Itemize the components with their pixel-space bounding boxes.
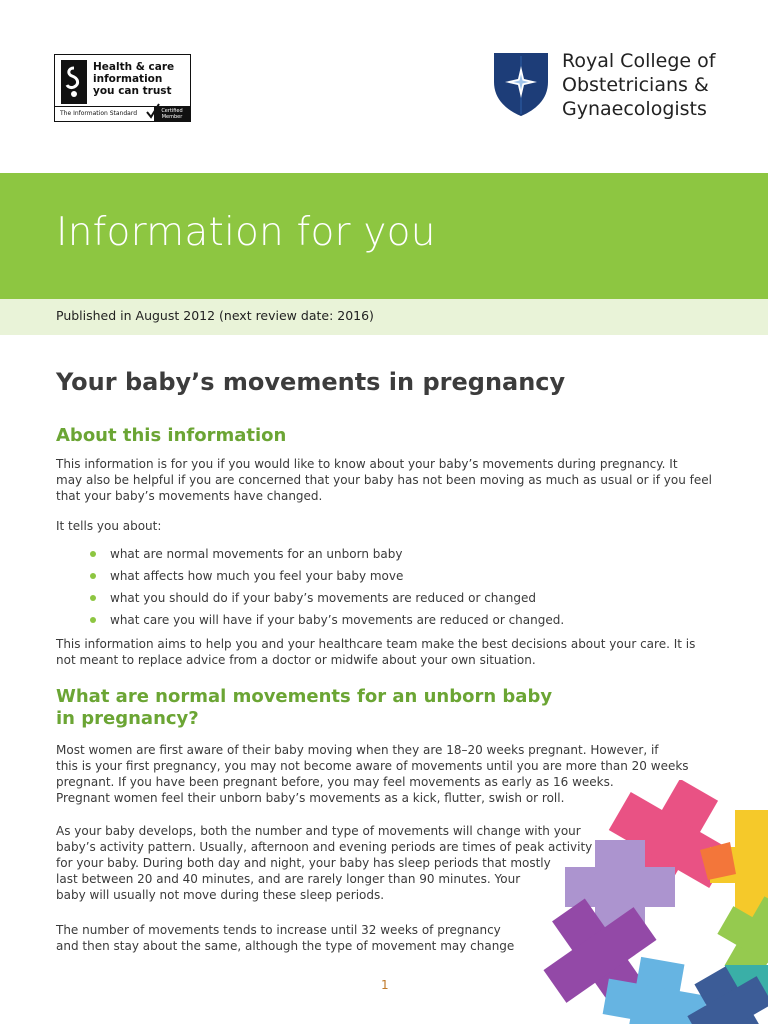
badge-footer: The Information Standard: [55, 106, 190, 121]
certified-member-label: Certified Member: [154, 107, 190, 121]
movements-paragraph-1: Most women are first aware of their baby moving when they are 18–20 weeks pregnant. However, if this is your first pregnancy, you may not become aware of movements until you are more than 20 weeks pregnant. If you have been pregnant before, you may feel movements as early as 16 weeks. Pregnant women feel their unborn baby’s movements as a kick, flutter, swish or roll.: [56, 743, 689, 805]
page-number: 1: [381, 978, 389, 992]
list-item: what you should do if your baby’s movements are reduced or changed: [90, 587, 564, 609]
list-item: what affects how much you feel your baby move: [90, 565, 564, 587]
badge-text: Health & care information you can trust: [93, 61, 175, 97]
list-item: what are normal movements for an unborn baby: [90, 543, 564, 565]
about-intro: It tells you about:: [56, 519, 162, 533]
topics-list: [90, 543, 564, 631]
about-paragraph-2: This information aims to help you and your healthcare team make the best decisions about your care. It is not meant to replace advice from a doctor or midwife about your own situation.: [56, 637, 696, 667]
rcog-name: Royal College of Obstetricians & Gynaecologists: [562, 50, 716, 120]
document-title: Your baby’s movements in pregnancy: [56, 368, 566, 396]
banner-title: Information for you: [56, 210, 436, 255]
rcog-shield-logo-icon: [493, 52, 549, 116]
section-heading-normal-movements: What are normal movements for an unborn baby in pregnancy?: [56, 686, 553, 729]
movements-paragraph-3: The number of movements tends to increase until 32 weeks of pregnancy and then stay about the same, although the type of movement may change: [56, 923, 515, 953]
section-heading-about: About this information: [56, 425, 287, 446]
list-item: what care you will have if your baby’s movements are reduced or changed.: [90, 609, 564, 631]
information-standard-badge: [54, 54, 191, 122]
publication-date: Published in August 2012 (next review date: 2016): [56, 308, 374, 323]
about-paragraph-1: This information is for you if you would like to know about your baby’s movements during pregnancy. It may also be helpful if you are concerned that your baby has not been moving as much as usual or if you feel that your baby’s movements have changed.: [56, 457, 712, 503]
movements-paragraph-2: As your baby develops, both the number and type of movements will change with your baby’s activity pattern. Usually, afternoon and evening periods are times of peak activity for your baby. During both day and night, your baby has sleep periods that mostly last between 20 and 40 minutes, and are rarely longer than 90 minutes. Your baby will usually not move during these sleep periods.: [56, 824, 593, 902]
decorative-crosses-graphic: [540, 780, 768, 1024]
information-standard-emblem-icon: [61, 60, 87, 104]
